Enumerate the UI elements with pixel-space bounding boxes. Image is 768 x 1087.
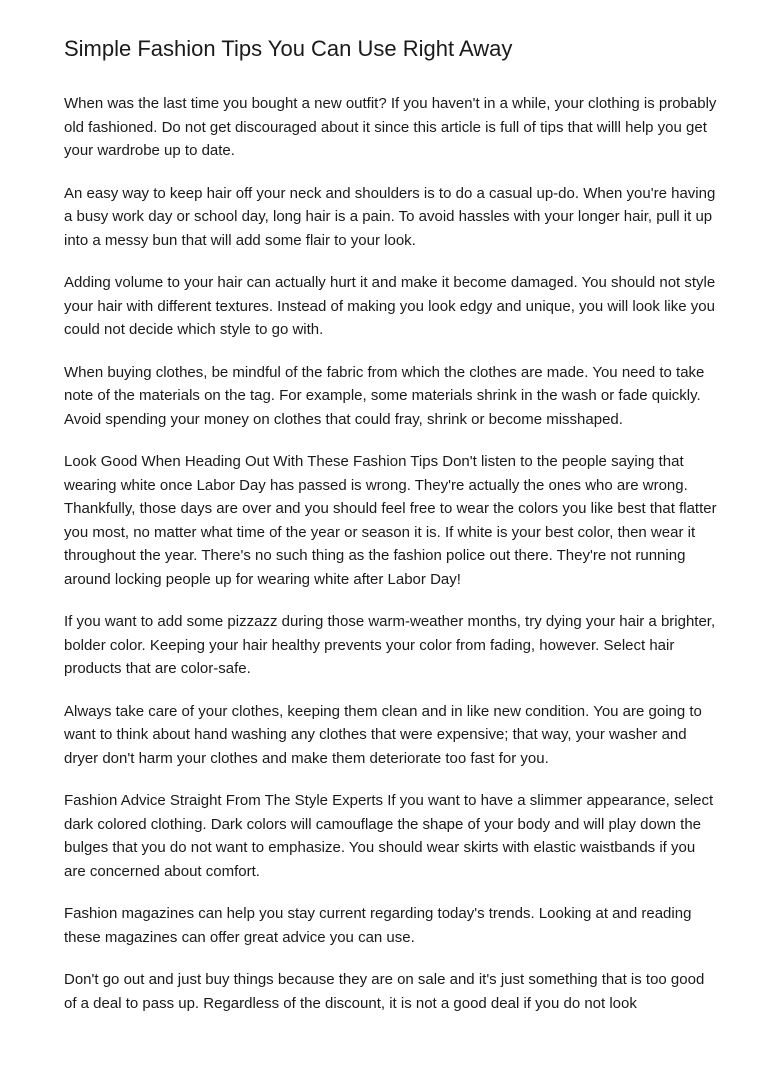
paragraph: Always take care of your clothes, keeping them clean and in like new condition. You are going to want to think about hand washing any clothes that were expensive; that way, your washer and dryer don't harm your clothes and make them deteriorate too fast for you. [64, 702, 702, 767]
paragraph: When was the last time you bought a new outfit? If you haven't in a while, your clothing is probably old fashioned. Do not get discouraged about it since this article is full of tips that willl help you get your wardrobe up to date. [64, 95, 717, 159]
paragraph: When buying clothes, be mindful of the fabric from which the clothes are made. You need to take note of the materials on the tag. For example, some materials shrink in the wash or fade quickly. Avoid spending your money on clothes that could fray, shrink or become misshaped. [64, 363, 705, 428]
paragraph: Fashion Advice Straight From The Style Experts If you want to have a slimmer appearance, select dark colored clothing. Dark colors will camouflage the shape of your body and will play down the bulges that you do not want to emphasize. You should wear skirts with elastic waistbands if you are concerned about comfort. [64, 792, 714, 880]
paragraph: Don't go out and just buy things because they are on sale and it's just something that is too good of a deal to pass up. Regardless of the discount, it is not a good deal if you do not look [64, 971, 705, 1012]
paragraph: Adding volume to your hair can actually hurt it and make it become damaged. You should not style your hair with different textures. Instead of making you look edgy and unique, you will look like you could not decide which style to go with. [64, 274, 716, 338]
document-title: Simple Fashion Tips You Can Use Right Away [64, 36, 513, 61]
paragraph: If you want to add some pizzazz during those warm-weather months, try dying your hair a brighter, bolder color. Keeping your hair healthy prevents your color from fading, however. Select hair products that are color-safe. [64, 613, 716, 677]
paragraph: An easy way to keep hair off your neck and shoulders is to do a casual up-do. When you're having a busy work day or school day, long hair is a pain. To avoid hassles with your longer hair, pull it up into a messy bun that will add some flair to your look. [64, 184, 716, 249]
paragraph: Look Good When Heading Out With These Fashion Tips Don't listen to the people saying that wearing white once Labor Day has passed is wrong. They're actually the ones who are wrong. Thankfully, those days are over and you should feel free to wear the colors you like best that flatter you most, no matter what time of the year or season it is. If white is your best color, then wear it throughout the year. There's no such thing as the fashion police out there. They're not running around locking people up for wearing white after Labor Day! [64, 453, 717, 588]
paragraph: Fashion magazines can help you stay current regarding today's trends. Looking at and reading these magazines can offer great advice you can use. [64, 905, 692, 946]
